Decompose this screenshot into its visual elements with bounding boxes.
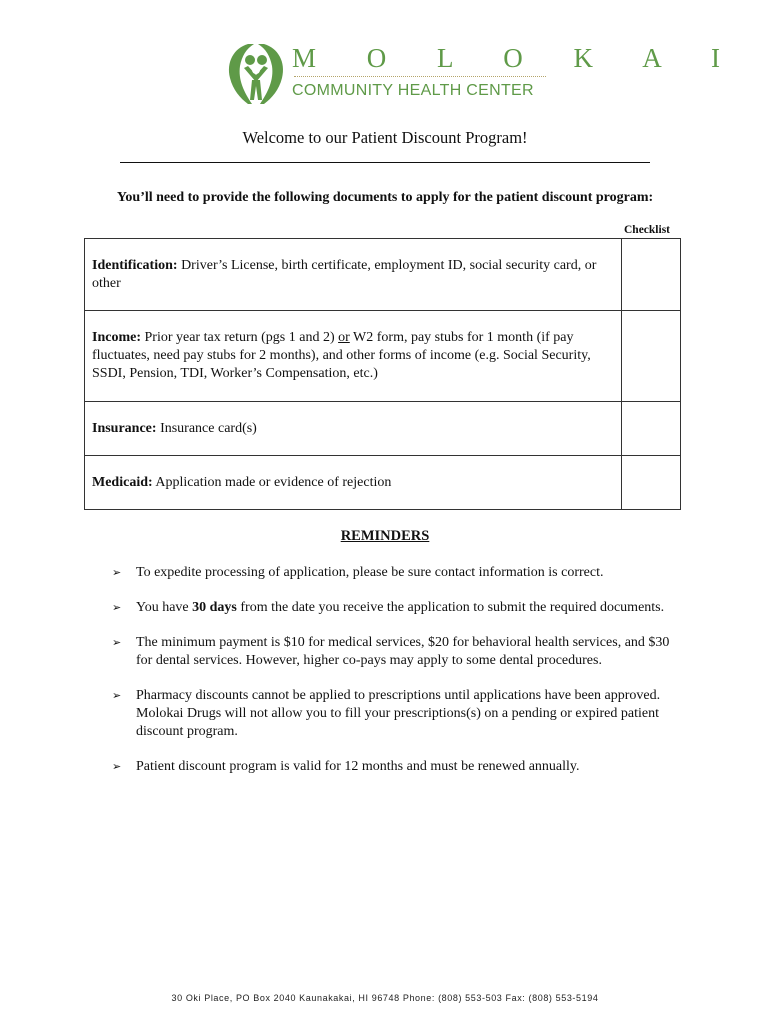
checklist-box[interactable] <box>622 239 681 311</box>
document-label: Income: <box>92 330 141 345</box>
checklist-header: Checklist <box>624 224 670 236</box>
arrow-bullet-icon: ➢ <box>112 760 122 773</box>
checklist-box[interactable] <box>622 311 681 402</box>
logo <box>226 40 743 110</box>
arrow-bullet-icon: ➢ <box>112 566 122 579</box>
people-embrace-logo-icon <box>226 40 286 106</box>
document-label: Insurance: <box>92 420 157 436</box>
table-row <box>85 402 681 456</box>
document-description <box>85 456 622 510</box>
list-item <box>112 599 672 617</box>
document-description <box>85 402 622 456</box>
document-text: W2 form, pay stubs for 1 month (if pay fluctuates, need pay stubs for 2 months), and other forms of income (e.g. Social Security, SSDI, Pension, TDI, Worker’s Compensation, etc.) <box>92 330 591 381</box>
document-text: Application made or evidence of rejection <box>155 474 392 490</box>
reminder-text: Patient discount program is valid for 12 months and must be renewed annually. <box>136 759 580 774</box>
document-description <box>85 239 622 311</box>
list-item <box>112 758 672 776</box>
arrow-bullet-icon: ➢ <box>112 689 122 702</box>
checklist-box[interactable] <box>622 456 681 510</box>
logo-divider <box>294 76 546 77</box>
document-text: Driver’s License, birth certificate, employment ID, social security card, or other <box>92 257 597 291</box>
document-description <box>85 311 622 402</box>
reminder-deadline: 30 days <box>192 600 237 615</box>
documents-table <box>84 238 681 510</box>
list-item <box>112 634 672 670</box>
reminder-text: To expedite processing of application, please be sure contact information is correct. <box>136 565 604 580</box>
document-label: Medicaid: <box>92 474 153 490</box>
reminder-text: You have <box>136 600 189 615</box>
footer-contact: 30 Oki Place, PO Box 2040 Kaunakakai, HI 96748 Phone: (808) 553-503 Fax: (808) 553-5194 <box>171 993 599 1003</box>
list-item <box>112 687 672 741</box>
list-item <box>112 564 672 582</box>
logo-subtitle: COMMUNITY HEALTH CENTER <box>292 82 534 99</box>
checklist-box[interactable] <box>622 402 681 456</box>
document-text-or: or <box>338 330 350 345</box>
table-row <box>85 311 681 402</box>
reminder-text: Pharmacy discounts cannot be applied to prescriptions until applications have been approved. Molokai Drugs will not allow you to fill your prescriptions(s) on a pending or expired patient discount program. <box>136 688 661 739</box>
document-label: Identification: <box>92 257 178 273</box>
arrow-bullet-icon: ➢ <box>112 601 122 614</box>
table-row <box>85 239 681 311</box>
table-row <box>85 456 681 510</box>
title-divider <box>120 162 650 163</box>
page-title: Welcome to our Patient Discount Program! <box>242 128 528 147</box>
document-text: Prior year tax return (pgs 1 and 2) <box>144 330 335 345</box>
reminders-heading: REMINDERS <box>340 528 430 544</box>
reminder-text: The minimum payment is $10 for medical services, $20 for behavioral health services, and $30 for dental services. However, higher co-pays may apply to some dental procedures. <box>136 635 670 668</box>
document-text: Insurance card(s) <box>160 420 257 436</box>
reminder-text: from the date you receive the application to submit the required documents. <box>240 600 665 615</box>
arrow-bullet-icon: ➢ <box>112 636 122 649</box>
logo-name: M O L O K A I <box>292 43 743 73</box>
intro-text: You’ll need to provide the following documents to apply for the patient discount program: <box>116 190 654 205</box>
reminders-list <box>112 564 672 793</box>
